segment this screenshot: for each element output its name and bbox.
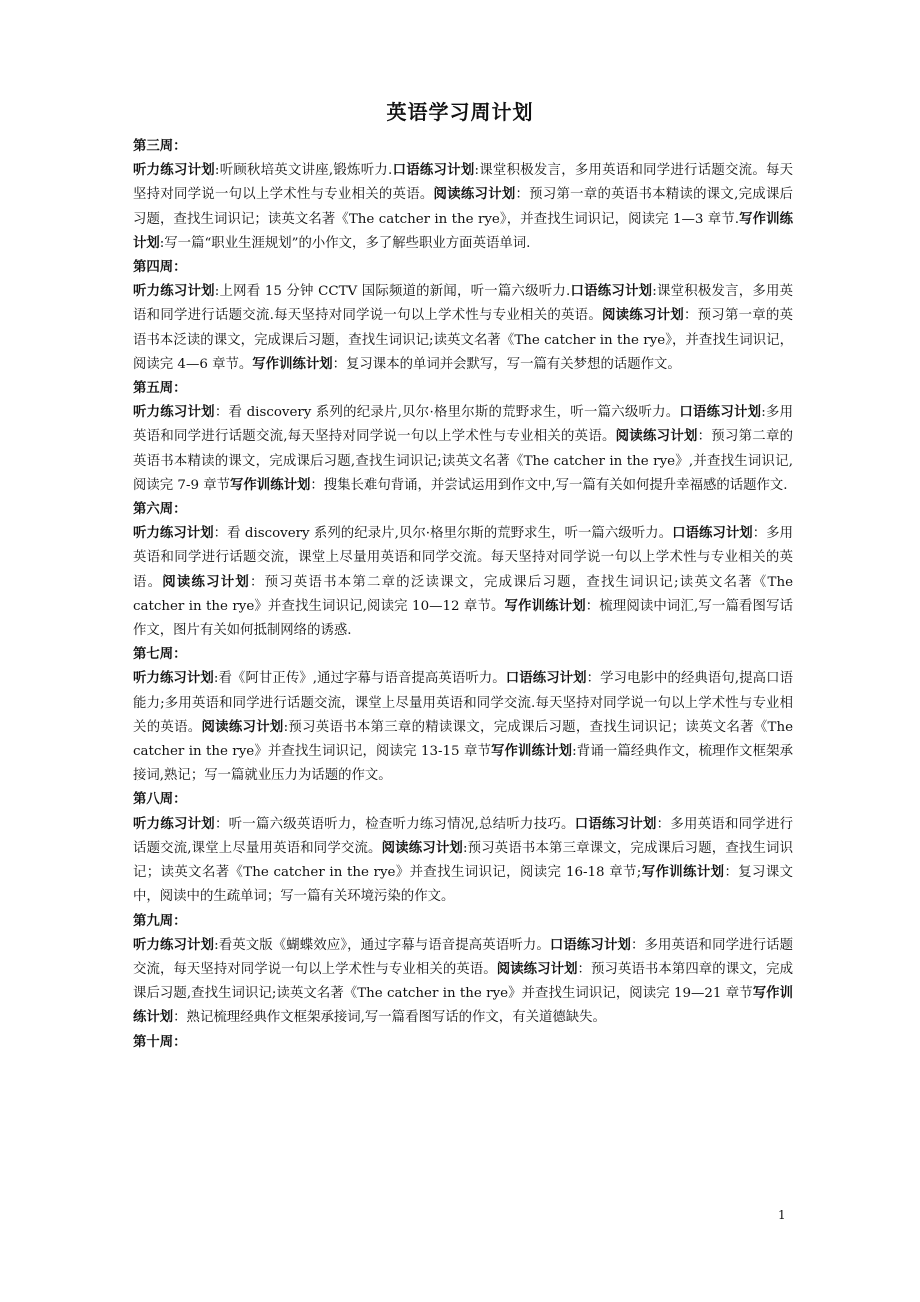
plan-text: ：复习课本的单词并会默写，写一篇有关梦想的话题作文。 (332, 356, 681, 372)
plan-text: :预习英语书本第三章课文，完成课后习题，查找生词识记；读英文名著《The catcher in the rye》并查找生词识记，阅读完 16-18 章节; (133, 840, 794, 881)
plan-text: ：多用英语和同学进行话题交流，每天坚持对同学说一句以上学术性与专业相关的英语。 (133, 937, 794, 977)
plan-label: 听力练习计划 (133, 163, 215, 179)
week-heading: 第三周： (133, 139, 187, 154)
plan-label: 口语练习计划 (392, 163, 475, 179)
plan-label: 写作训练计划 (491, 744, 573, 760)
plan-label: 口语练习计划 (505, 671, 587, 687)
plan-label: 听力练习计划 (133, 405, 215, 421)
document-body (133, 135, 793, 1055)
plan-label: 写作训练计划 (133, 211, 794, 251)
plan-label: 口语练习计划 (679, 405, 762, 421)
plan-label: 阅读练习计划 (381, 840, 463, 856)
week-heading: 第六周： (133, 502, 187, 518)
plan-label: 写作训练计划 (133, 986, 794, 1026)
plan-label: 写作训练计划 (641, 865, 725, 881)
plan-label: 口语练习计划 (549, 937, 631, 953)
plan-label: 口语练习计划 (672, 526, 753, 542)
plan-text: ：梳理阅读中词汇,写一篇看图写话作文，图片有关如何抵制网络的诱惑. (133, 598, 793, 639)
plan-text: ：学习电影中的经典语句,提高口语能力;多用英语和同学进行话题交流，课堂上尽量用英语和同学交流.每天坚持对同学说一句以上学术性与专业相关的英语。 (133, 671, 794, 735)
plan-text: ：熟记梳理经典作文框架承接词,写一篇看图写话的作文，有关道德缺失。 (173, 1010, 606, 1026)
plan-label: 阅读练习计划 (201, 719, 284, 735)
plan-text: ：多用英语和同学进行话题交流,课堂上尽量用英语和同学交流。 (133, 816, 793, 856)
week-plan-paragraph (133, 667, 793, 788)
week-heading: 第五周： (133, 381, 187, 397)
plan-label: 阅读练习计划 (162, 574, 250, 590)
plan-text: :看《阿甘正传》,通过字幕与语音提高英语听力。 (213, 671, 506, 687)
plan-label: 口语练习计划 (574, 816, 657, 832)
plan-text: ：预习第一章的英语书本泛读的课文，完成课后习题，查找生词识记;读英文名著《The catcher in the rye》，并查找生词识记，阅读完 4—6 章节。 (133, 308, 794, 372)
week-plan-paragraph (133, 159, 793, 256)
plan-text: ：看 discovery 系列的纪录片,贝尔·格里尔斯的荒野求生，听一篇六级听力。 (213, 526, 673, 542)
week-heading: 第九周： (133, 913, 187, 929)
plan-label: 口语练习计划 (570, 284, 653, 300)
plan-label: 听力练习计划 (133, 816, 215, 832)
week-heading: 第四周： (133, 260, 187, 276)
week-plan-paragraph (133, 934, 793, 1031)
plan-text: ：预习英语书本第四章的课文，完成课后习题,查找生词识记;读英文名著《The catcher in the rye》并查找生词识记，阅读完 19—21 章节 (133, 961, 794, 1002)
plan-text: ：预习第一章的英语书本精读的课文,完成课后习题，查找生词识记；读英文名著《The catcher in the rye》，并查找生词识记，阅读完 1—3 章节. (133, 187, 793, 227)
week-plan-paragraph (133, 401, 793, 498)
plan-label: 听力练习计划 (133, 526, 214, 542)
plan-text: ：多用英语和同学进行话题交流，课堂上尽量用英语和同学交流。每天坚持对同学说一句以上学术性与专业相关的英语。 (133, 526, 794, 590)
plan-text: ：搜集长难句背诵，并尝试运用到作文中,写一篇有关如何提升幸福感的话题作文. (310, 477, 788, 493)
plan-text: ：预习英语书本第二章的泛读课文，完成课后习题，查找生词识记;读英文名著《The catcher in the rye》并查找生词识记,阅读完 10—12 章节。 (133, 574, 794, 614)
page-number: 1 (778, 1208, 786, 1222)
plan-text: :看英文版《蝴蝶效应》，通过字幕与语音提高英语听力。 (214, 937, 550, 953)
plan-label: 写作训练计划 (504, 598, 586, 614)
plan-label: 听力练习计划 (133, 937, 215, 953)
plan-text: :预习英语书本第三章的精读课文，完成课后习题，查找生词识记；读英文名著《The catcher in the rye》并查找生词识记，阅读完 13-15 章节 (133, 719, 794, 760)
week-heading: 第七周： (133, 647, 187, 663)
plan-text: :多用英语和同学进行话题交流,每天坚持对同学说一句以上学术性与专业相关的英语。 (133, 405, 794, 445)
plan-label: 写作训练计划 (252, 356, 333, 372)
plan-label: 阅读练习计划 (615, 429, 698, 445)
week-plan-paragraph (133, 522, 793, 643)
plan-text: ：预习第二章的英语书本精读的课文，完成课后习题,查找生词识记;读英文名著《The catcher in the rye》,并查找生词识记,阅读完 7-9 章节 (133, 429, 793, 493)
plan-label: 听力练习计划 (133, 671, 214, 687)
plan-text: :上网看 15 分钟 CCTV 国际频道的新闻，听一篇六级听力. (214, 284, 571, 300)
plan-label: 阅读练习计划 (602, 308, 684, 324)
week-plan-paragraph (133, 280, 793, 377)
plan-text: :写一篇“职业生涯规划”的小作文，多了解些职业方面英语单词. (159, 235, 531, 251)
plan-text: :听顾秋培英文讲座,锻炼听力. (214, 163, 393, 179)
week-heading: 第十周： (133, 1034, 187, 1050)
plan-text: :课堂积极发言，多用英语和同学进行话题交流。每天坚持对同学说一句以上学术性与专业相关的英语。 (133, 163, 794, 203)
plan-text: ：看 discovery 系列的纪录片,贝尔·格里尔斯的荒野求生，听一篇六级听力。 (214, 405, 680, 421)
week-plan-paragraph (133, 813, 793, 910)
plan-text: :背诵一篇经典作文，梳理作文框架承接词,熟记；写一篇就业压力为话题的作文。 (133, 744, 794, 784)
week-heading: 第八周： (133, 792, 187, 808)
plan-label: 阅读练习计划 (433, 187, 516, 203)
page-title: 英语学习周计划 (386, 100, 534, 124)
plan-text: :课堂积极发言，多用英语和同学进行话题交流.每天坚持对同学说一句以上学术性与专业相关的英语。 (133, 284, 794, 324)
plan-text: ：听一篇六级英语听力，检查听力练习情况,总结听力技巧。 (214, 816, 575, 832)
plan-label: 阅读练习计划 (496, 961, 578, 977)
plan-text: ：复习课文中，阅读中的生疏单词；写一篇有关环境污染的作文。 (133, 865, 793, 905)
plan-label: 听力练习计划 (133, 284, 215, 300)
plan-label: 写作训练计划 (230, 477, 311, 493)
